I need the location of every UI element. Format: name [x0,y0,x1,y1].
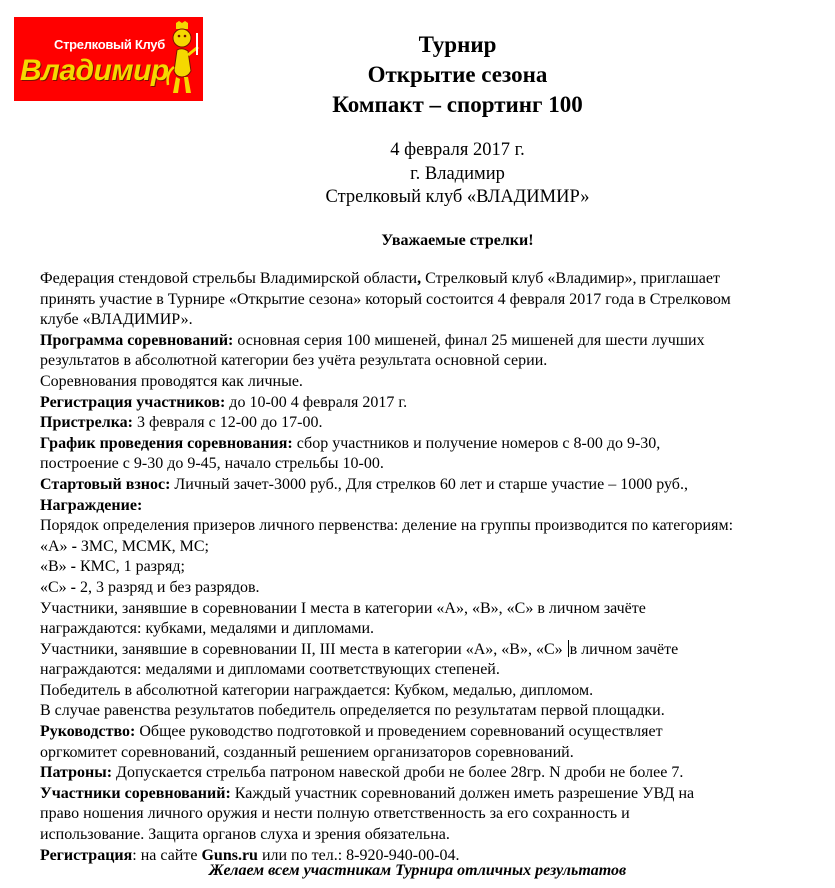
practice-label: Пристрелка: [40,414,133,432]
lion-icon [162,21,202,99]
title-line-3: Компакт – спортинг 100 [332,92,583,117]
awards-line-9: Победитель в абсолютной категории награждается: Кубком, медалью, дипломом. [40,681,594,699]
category-a-line [40,537,825,558]
intro-text: Стрелковый клуб «Владимир», приглашает [421,270,720,287]
management-text: Общее руководство подготовкой и проведением соревнований осуществляет [135,723,663,741]
awards-text: Участники, занявшие в соревновании II, III места в категории «А», «В», «С» [40,640,567,658]
logo-top-text: Стрелковый Клуб [54,37,165,52]
category-b-name: «В» [40,558,67,576]
tournament-title [220,30,695,120]
cartridges-label: Патроны: [40,764,113,782]
fee-text: Личный зачет-3000 руб., Для стрелков 60 лет и старше участие – 1000 руб., [170,475,688,493]
awards-heading [40,496,825,517]
intro-text: Федерация стендовой стрельбы Владимирской области [40,270,418,287]
awards-text: в личном зачёте [569,640,679,658]
program-text: основная серия 100 мишеней, финал 25 мишеней для шести лучших [233,331,705,349]
schedule-line-2: построение с 9-30 до 9-45, начало стрельбы 10-00. [40,455,384,473]
registration-label: Регистрация участников: [40,393,226,411]
management-line-2: оргкомитет соревнований, созданный решением организаторов соревнований. [40,743,574,761]
fee-label: Стартовый взнос: [40,475,171,493]
practice-line [40,413,825,434]
category-dash: - [67,537,81,555]
program-line-2: результатов в абсолютной категории без учёта результата основной серии. [40,352,548,370]
event-meta [220,139,695,210]
title-line-2: Открытие сезона [367,62,548,87]
category-c-line [40,578,825,599]
category-a-name: «А» [40,537,68,555]
text-cursor [568,640,569,657]
intro-comma: , [417,270,422,287]
signup-phone: или по тел.: 8-920-940-00-04. [257,846,460,864]
cartridges-line [40,763,825,784]
intro-line-2: принять участие в Турнире «Открытие сезона» который состоится 4 февраля 2017 года в Стрелковом [40,290,731,308]
schedule-label: График проведения соревнования: [40,434,293,452]
intro-line-1 [40,269,825,290]
practice-text: 3 февраля с 12-00 до 17-00. [133,414,323,432]
cartridges-text: Допускается стрельба патроном навеской дроби не более 28гр. N дроби не более 7. [112,764,684,782]
participants-line-3: использование. Защита органов слуха и зрения обязательна. [40,826,450,844]
signup-text: : на сайте [132,846,202,864]
awards-line-1: Порядок определения призеров личного первенства: деление на группы производится по категориям: [40,517,734,535]
title-line-1: Турнир [418,32,497,57]
club-logo [14,17,203,101]
program-line-3: Соревнования проводятся как личные. [40,372,303,390]
awards-line-5: Участники, занявшие в соревновании I места в категории «А», «В», «С» в личном зачёте [40,599,646,617]
participants-label: Участники соревнований: [40,784,231,802]
fee-line [40,475,825,496]
closing-wish: Желаем всем участникам Турнира отличных результатов [208,862,627,879]
management-label: Руководство: [40,723,136,741]
schedule-text: сбор участников и получение номеров с 8-00 до 9-30, [292,434,661,452]
awards-line-7 [40,640,825,661]
awards-label: Награждение: [40,496,143,514]
program-line-1 [40,331,825,352]
category-c-text: 2, 3 разряд и без разрядов. [80,578,260,596]
logo-main-text: Владимир [20,54,169,87]
category-b-text: КМС, 1 разряд; [80,558,185,576]
invitation-body [40,269,825,866]
awards-line-10: В случае равенства результатов победитель определяется по результатам первой площадки. [40,702,665,720]
signup-label: Регистрация [40,846,133,864]
greeting: Уважаемые стрелки! [381,232,534,249]
management-line-1 [40,722,825,743]
registration-line [40,393,825,414]
category-a-text: ЗМС, МСМК, МС; [80,537,209,555]
signup-site-link[interactable]: Guns.ru [201,846,258,864]
category-dash: - [66,578,80,596]
participants-line-2: право ношения личного оружия и нести полную ответственность за его сохранность и [40,805,630,823]
intro-line-3: клубе «ВЛАДИМИР». [40,311,193,329]
schedule-line-1 [40,434,825,455]
category-dash: - [66,558,80,576]
registration-text: до 10-00 4 февраля 2017 г. [225,393,408,411]
event-city: г. Владимир [410,163,505,184]
program-label: Программа соревнований: [40,331,234,349]
category-b-line [40,557,825,578]
awards-line-8: награждаются: медалями и дипломами соответствующих степеней. [40,661,500,679]
category-c-name: «С» [40,578,67,596]
event-date: 4 февраля 2017 г. [390,140,525,160]
participants-line-1 [40,784,825,805]
participants-text: Каждый участник соревнований должен иметь разрешение УВД на [230,784,695,802]
event-club: Стрелковый клуб «ВЛАДИМИР» [325,187,590,207]
awards-line-6: награждаются: кубками, медалями и дипломами. [40,620,374,638]
